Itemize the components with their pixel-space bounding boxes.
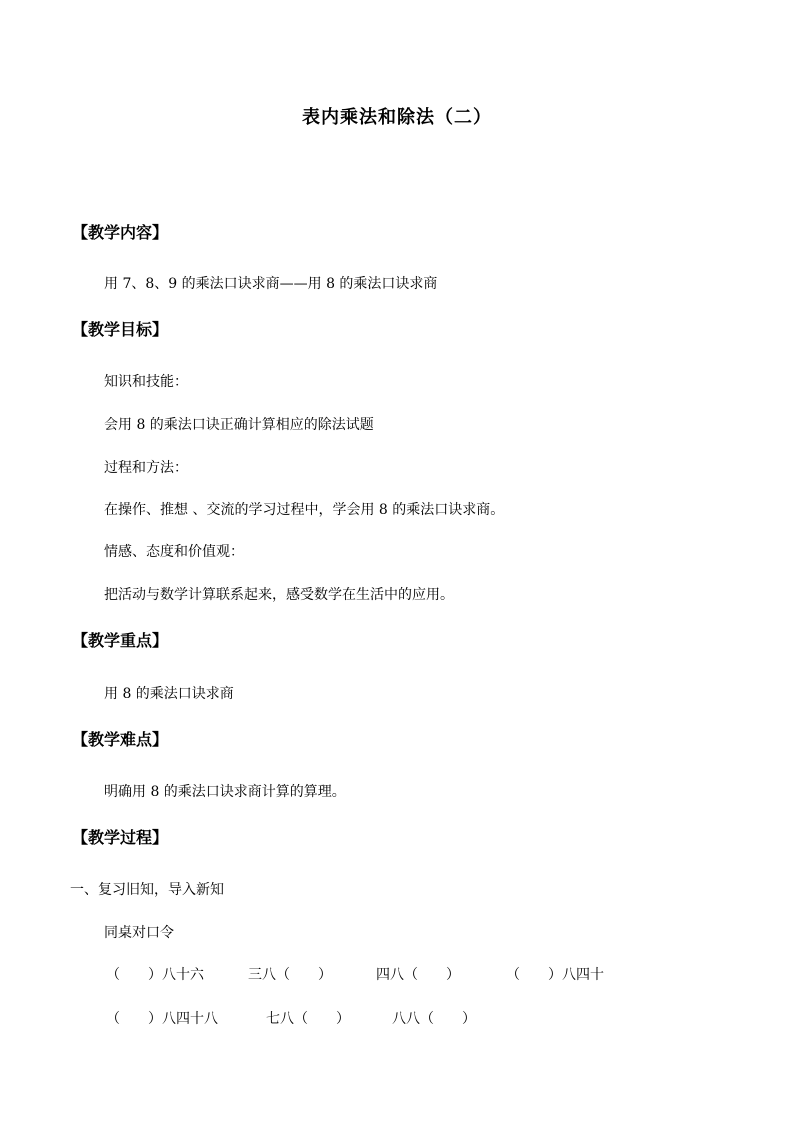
drill-title: 同桌对口令 bbox=[104, 925, 174, 941]
drill-item: （ ）八四十 bbox=[506, 967, 604, 983]
heading-difficulties: 【教学难点】 bbox=[72, 730, 169, 749]
goal-line: 会用 8 的乘法口诀正确计算相应的除法试题 bbox=[104, 417, 374, 433]
drill-item: （ ）八十六 bbox=[106, 967, 204, 983]
teaching-content-text: 用 7、8、9 的乘法口诀求商——用 8 的乘法口诀求商 bbox=[104, 276, 438, 292]
key-points-text: 用 8 的乘法口诀求商 bbox=[104, 686, 234, 702]
heading-teaching-goals: 【教学目标】 bbox=[72, 320, 169, 339]
drill-item: 八八（ ） bbox=[392, 1011, 476, 1027]
drill-item: 四八（ ） bbox=[376, 967, 460, 983]
process-step-1: 一、复习旧知，导入新知 bbox=[70, 882, 224, 898]
heading-teaching-content: 【教学内容】 bbox=[72, 223, 169, 242]
heading-key-points: 【教学重点】 bbox=[72, 631, 169, 650]
goal-line: 情感、态度和价值观： bbox=[104, 544, 244, 560]
difficulties-text: 明确用 8 的乘法口诀求商计算的算理。 bbox=[104, 784, 346, 800]
heading-teaching-process: 【教学过程】 bbox=[72, 828, 169, 847]
goal-line: 在操作、推想 、交流的学习过程中，学会用 8 的乘法口诀求商。 bbox=[104, 502, 505, 518]
goal-line: 知识和技能： bbox=[104, 374, 188, 390]
drill-item: （ ）八四十八 bbox=[106, 1011, 218, 1027]
drill-item: 七八（ ） bbox=[266, 1011, 350, 1027]
document-title: 表内乘法和除法（二） bbox=[302, 107, 492, 128]
goal-line: 把活动与数学计算联系起来，感受数学在生活中的应用。 bbox=[104, 587, 454, 603]
drill-item: 三八（ ） bbox=[248, 967, 332, 983]
goal-line: 过程和方法： bbox=[104, 460, 188, 476]
